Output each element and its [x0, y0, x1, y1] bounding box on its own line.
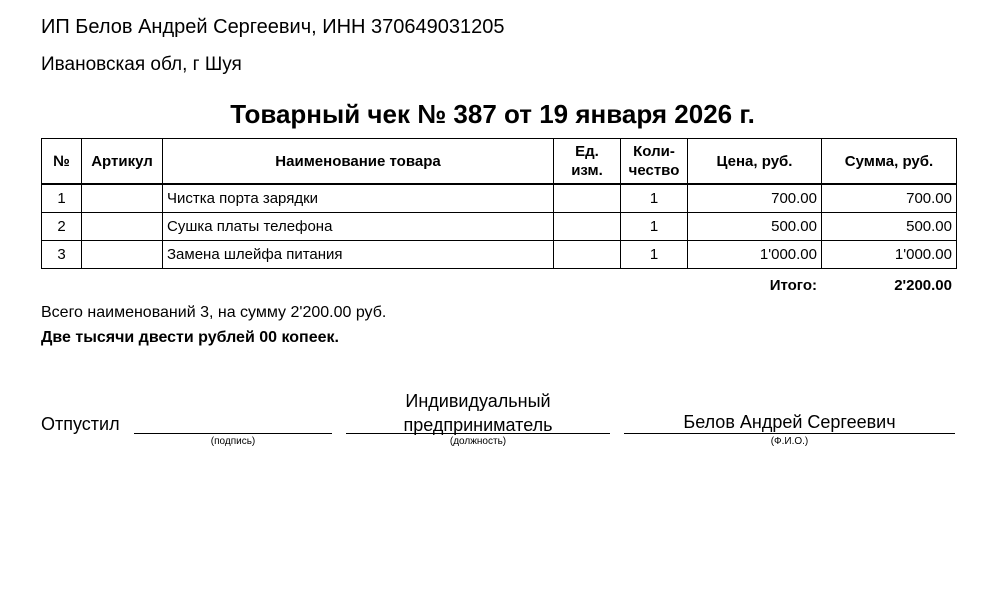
total-value: 2'200.00 — [894, 277, 952, 294]
table-row — [42, 184, 957, 213]
cell-num: 3 — [42, 241, 82, 269]
col-header-unit: Ед. изм. — [554, 139, 621, 185]
cell-sum: 700.00 — [822, 184, 957, 213]
cell-name: Замена шлейфа питания — [163, 241, 554, 269]
cell-qty: 1 — [621, 213, 688, 241]
cell-unit — [554, 184, 621, 213]
position-line-1: Индивидуальный — [405, 391, 551, 411]
summary-count-line: Всего наименований 3, на сумму 2'200.00 руб. — [41, 304, 387, 321]
items-table — [41, 138, 957, 269]
table-row — [42, 213, 957, 241]
col-header-sum: Сумма, руб. — [822, 139, 957, 185]
fio-text: Белов Андрей Сергеевич — [683, 412, 896, 432]
total-label: Итого: — [769, 277, 817, 294]
col-header-num: № — [42, 139, 82, 185]
caption-fio: (Ф.И.О.) — [770, 436, 809, 447]
cell-price: 700.00 — [688, 184, 822, 213]
cell-sum: 500.00 — [822, 213, 957, 241]
cell-article — [82, 213, 163, 241]
col-header-price: Цена, руб. — [688, 139, 822, 185]
table-row — [42, 241, 957, 269]
document-title: Товарный чек № 387 от 19 января 2026 г. — [230, 99, 755, 129]
caption-signature: (подпись) — [210, 436, 256, 447]
cell-unit — [554, 213, 621, 241]
cell-price: 1'000.00 — [688, 241, 822, 269]
cell-num: 2 — [42, 213, 82, 241]
cell-qty: 1 — [621, 184, 688, 213]
cell-num: 1 — [42, 184, 82, 213]
col-header-article: Артикул — [82, 139, 163, 185]
cell-sum: 1'000.00 — [822, 241, 957, 269]
position-line-2: предприниматель — [403, 415, 553, 435]
cell-name: Чистка порта зарядки — [163, 184, 554, 213]
table-header-row — [42, 139, 957, 185]
position-text — [346, 389, 610, 437]
col-header-name: Наименование товара — [163, 139, 554, 185]
seller-name: ИП Белов Андрей Сергеевич, ИНН 370649031205 — [41, 16, 505, 38]
cell-qty: 1 — [621, 241, 688, 269]
cell-price: 500.00 — [688, 213, 822, 241]
fio-line — [624, 433, 955, 434]
caption-position: (должность) — [449, 436, 507, 447]
cell-article — [82, 184, 163, 213]
position-line — [346, 433, 610, 434]
col-header-qty: Коли-чество — [621, 139, 688, 185]
cell-unit — [554, 241, 621, 269]
sum-in-words: Две тысячи двести рублей 00 копеек. — [41, 329, 339, 346]
cell-name: Сушка платы телефона — [163, 213, 554, 241]
seller-address: Ивановская обл, г Шуя — [41, 54, 242, 75]
cell-article — [82, 241, 163, 269]
released-label: Отпустил — [41, 414, 120, 434]
signature-line — [134, 433, 332, 434]
